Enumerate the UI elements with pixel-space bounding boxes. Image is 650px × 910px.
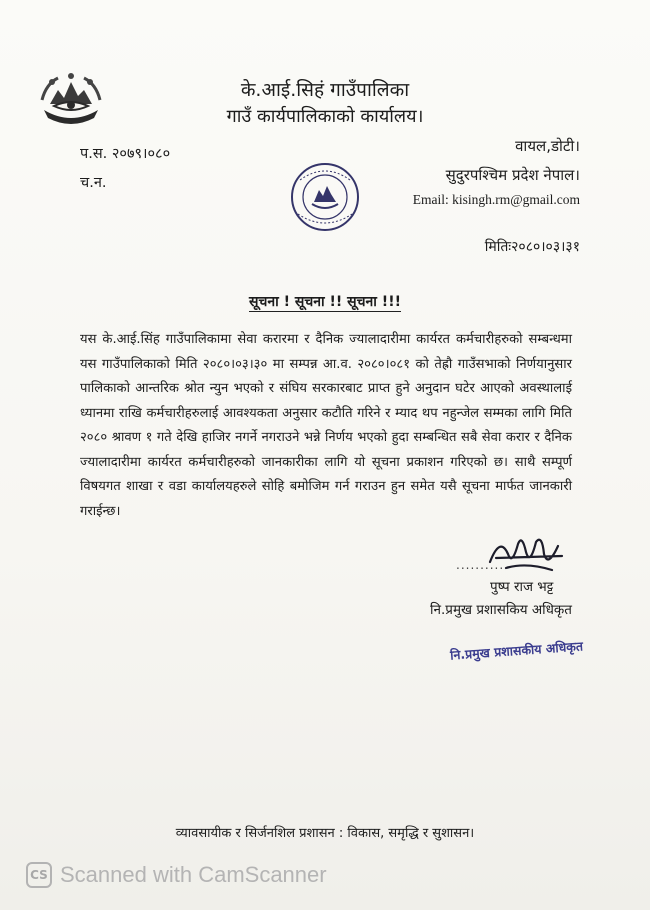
- signature-line: ..........: [456, 558, 505, 572]
- office-name: गाउँ कार्यपालिकाको कार्यालय।: [226, 106, 424, 127]
- dispatch-number: च.न.: [80, 175, 107, 191]
- reference-number: प.स. २०७९।०८०: [80, 146, 171, 162]
- email-address: Email: kisingh.rm@gmail.com: [412, 192, 580, 207]
- letter-date: मितिः२०८०।०३।३१: [484, 239, 580, 255]
- organization-name: के.आई.सिहं गाउँपालिका: [240, 79, 410, 101]
- signer-title: नि.प्रमुख प्रशासकिय अधिकृत: [429, 602, 572, 618]
- notice-heading-text: सूचना ! सूचना !! सूचना !!!: [249, 294, 401, 310]
- address-line-2: सुदुरपश्चिम प्रदेश नेपाल।: [445, 166, 580, 184]
- footer-slogan: व्यावसायीक र सिर्जनशिल प्रशासन : विकास, समृद्धि र सुशासन।: [175, 826, 475, 841]
- scanner-label: Scanned with CamScanner: [60, 862, 327, 887]
- signer-name: पुष्प राज भट्ट: [490, 579, 554, 595]
- notice-heading: [0, 292, 650, 311]
- camscanner-logo-icon: CS: [26, 862, 52, 888]
- scanner-watermark: [26, 862, 327, 888]
- office-seal-icon: [288, 160, 362, 234]
- designation-stamp: नि.प्रमुख प्रशासकीय अधिकृत: [449, 638, 584, 663]
- notice-body: यस के.आई.सिंह गाउँपालिकामा सेवा करारमा र दैनिक ज्यालादारीमा कार्यरत कर्मचारीहरुको सम्बन्धमा यस गाउँपालिकाको मिति २०८०।०३।३० मा सम्पन्न आ.व. २०८०।०८१ को तेह्रौ गाउँसभाको निर्णयानुसार पालिकाको आन्तरिक श्रोत न्युन भएको र संघिय सरकारबाट प्राप्त हुने अनुदान घटेर आएको अवस्थालाई ध्यानमा राखि कर्मचारीहरुलाई आवश्यकता अनुसार कटौति गरिने र म्याद थप नहुन्जेल सम्मका लागि मिति २०८० श्रावण १ गते देखि हाजिर नगर्ने नगराउने भन्ने निर्णय भएको हुदा सम्बन्धित सबै सेवा करार र दैनिक ज्यालादारीमा कार्यरत कर्मचारीहरुको जानकारीका लागि यो सूचना प्रकाशन गरिएको छ। साथै सम्पूर्ण विषयगत शाखा र वडा कार्यालयहरुले सोहि बमोजिम गर्न गराउन हुन समेत यसै सूचना मार्फत जानकारी गराईन्छ।: [80, 332, 572, 519]
- address-line-1: वायल,डोटी।: [515, 137, 580, 155]
